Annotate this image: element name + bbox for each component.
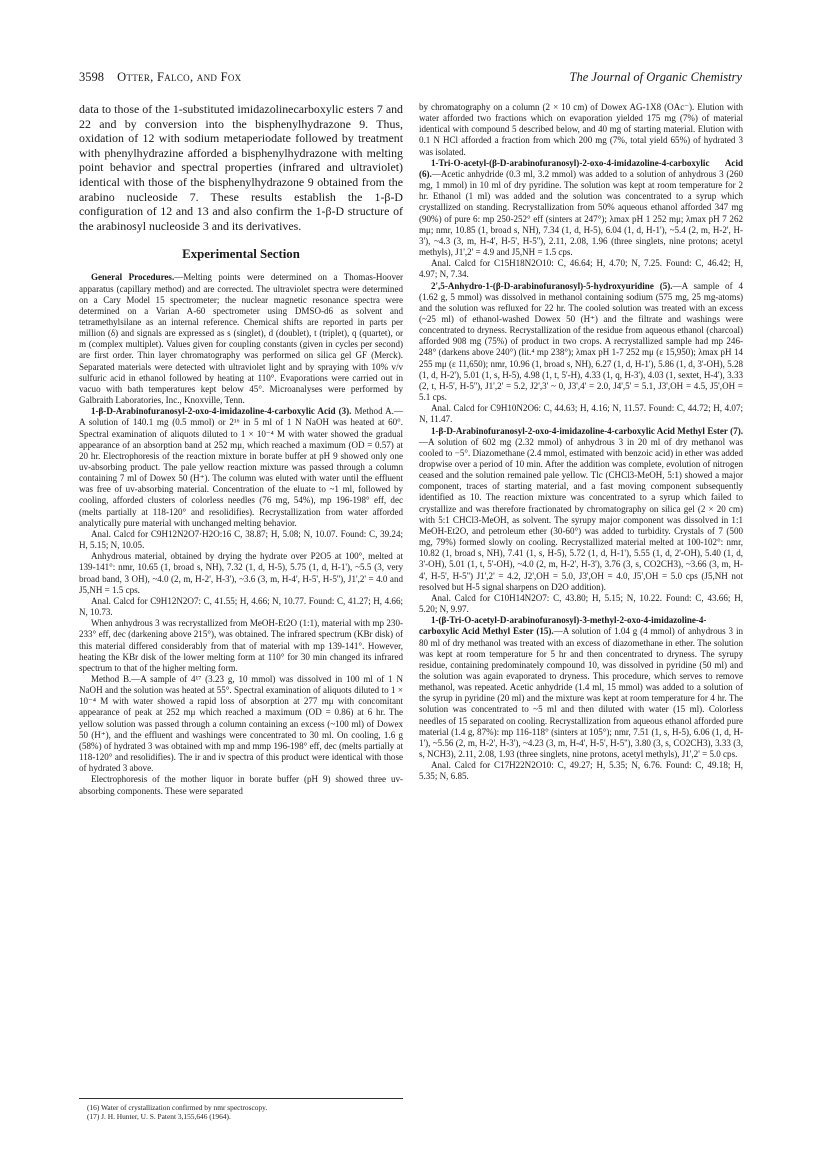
analysis-6: Anal. Calcd for C17H22N2O10: C, 49.27; H, 5.35; N, 6.76. Found: C, 49.18; H, 5.35; N, 6.85. [419,760,743,782]
analysis-3: Anal. Calcd for C15H18N2O10: C, 46.64; H, 4.70; N, 7.25. Found: C, 46.42; H, 4.97; N, 7.34. [419,258,743,280]
journal-name: The Journal of Organic Chemistry [569,70,742,84]
triacetyl-acid-procedure: 1-Tri-O-acetyl-(β-D-arabinofuranosyl)-2-oxo-4-imidazoline-4-carboxylic Acid (6).—Acetic anhydride (0.3 ml, 3.2 mmol) was added to a solution of anhydrous 3 (260 mg, 1 mmol) in 10 ml of dry pyridine. The solution was kept at room temperature for 2 hr. Ethanol (1 ml) was added and the solution was concentrated to a syrup which crystallized on standing. Recrystallization from 50% aqueous ethanol afforded 347 mg (90%) of pure 6: mp 250-252° eff (sinters at 247°); λmax pH 1 252 mμ; λmax pH 7 262 mμ; nmr, 10.85 (1, broad s, NH), 7.34 (1, d, H-5), 6.04 (1, d, H-1'), ~5.4 (2, m, H-2', H-3'), ~4.3 (3, m, H-4', H-5', H-5''), 2.11, 2.08, 1.96 (three singlets, nine protons; acetyl methyls), J1',2' = 4.9 and J5,NH = 1.5 cps. [419,157,743,258]
page-header [79,70,742,88]
recrystallization-paragraph: When anhydrous 3 was recrystallized from MeOH-Et2O (1:1), material with mp 230-233° eff, dec (darkening above 215°), was obtained. The infrared spectrum (KBr disk) of this material differed considerably from that of material with mp 139-141°. However, heating the KBr disk of the lower melting form at 110° for 30 min changed its infrared spectrum to that of the higher melting form. [79,618,403,673]
analysis-2: Anal. Calcd for C9H12N2O7: C, 41.55; H, 4.66; N, 10.77. Found: C, 41.27; H, 4.66; N, 10.73. [79,595,403,618]
anhydrous-paragraph: Anhydrous material, obtained by drying the hydrate over P2O5 at 100°, melted at 139-141°: nmr, 10.65 (1, broad s, NH), 7.32 (1, d, H-5), 5.75 (1, d, H-1'), ~5.5 (3, very broad band, 3 OH), ~4.0 (2, m, H-2', H-3'), ~3.6 (3, m, H-4', H-5', H-5''), J1',2' = 4.0 and J5,NH = 1.5 cps. [79,551,403,595]
footnote-17: (17) J. H. Hunter, U. S. Patent 3,155,646 (1964). [87,1112,231,1122]
method-b-paragraph: Method B.—A sample of 4¹⁷ (3.23 g, 10 mmol) was dissolved in 100 ml of 1 N NaOH and the solution was heated at 55°. Spectral examination of aliquots diluted to 1 × 10⁻⁴ M with water showed a rapid loss of absorption at 277 mμ with concomitant appearance of peak at 252 mμ which reached a maximum (OD = 0.86) at 6 hr. The yellow solution was passed through a column containing an excess (~100 ml) of Dowex 50 (H⁺), and the effluent and washings were concentrated to 30 ml. On cooling, 1.6 g (58%) of hydrated 3 was obtained with mp and mmp 196-198° eff, dec (melts partially at 118-120° and resolidifies). The ir and iv spectra of this product were identical with those of hydrated 3 above. [79,673,403,774]
electrophoresis-paragraph: Electrophoresis of the mother liquor in borate buffer (pH 9) showed three uv-absorbing components. These were separated [79,774,403,796]
general-procedures: General Procedures.—Melting points were determined on a Thomas-Hoover apparatus (capillary method) and are corrected. The ultraviolet spectra were determined on a Cary Model 15 spectrometer; the nuclear magnetic resonance spectra were determined on a Varian A-60 spectrometer using DMSO-d6 as solvent and tetramethylsilane as an internal reference. Chemical shifts are reported in parts per million (δ) and signals are expressed as s (singlet), d (doublet), t (triplet), q (quartet), or m (complex multiplet). Values given for coupling constants (given in cycles per second) are first order. Thin layer chromatography was performed on silica gel GF (Merck). Separated materials were detected with ultraviolet light and by spraying with 10% v/v sulfuric acid in ethanol followed by heating at 110°. Evaporations were carried out in vacuo with bath temperatures kept below 45°. Microanalyses were performed by Galbraith Laboratories, Inc., Knoxville, Tenn. [79,272,403,406]
experimental-text-right [419,102,743,783]
left-column [79,102,403,797]
methyl-ester-procedure: 1-β-D-Arabinofuranosyl-2-oxo-4-imidazoline-4-carboxylic Acid Methyl Ester (7).—A solution of 602 mg (2.32 mmol) of anhydrous 3 in 20 ml of dry methanol was cooled to −5°. Diazomethane (2.4 mmol, estimated with benzoic acid) in ether was added dropwise over a period of 10 min. After the addition was complete, evolution of nitrogen ceased and the solution remained pale yellow. Tlc (CHCl3-MeOH, 5:1) showed a major component, traces of starting material, and a fast moving component subsequently identified as 10. The reaction mixture was concentrated to a syrup which failed to crystallize and was therefore fractionated by chromatography on silica gel (2 × 20 cm) with 5:1 CHCl3-MeOH, as solvent. The syrupy major component was dissolved in 1:1 MeOH-Et2O, and petroleum ether (30-60°) was added to turbidity. Crystals of 7 (500 mg, 79%) formed slowly on cooling. Recrystallized material melted at 100-102°: nmr, 10.82 (1, broad s, NH), 7.41 (1, s, H-5), 5.72 (1, d, H-1'), 5.55 (1, d, 2'-OH), 5.40 (1, d, 3'-OH), 5.01 (1, t, 5'-OH), ~4.0 (2, m, H-2', H-3'), 3.76 (3, s, CO2CH3), ~3.66 (3, m, H-4', H-5', H-5'') J1',2' = 4.2, J2',OH = 5.0, J3',OH = 4.0, J5',OH = 5.0 cps (J5,NH not resolved but H-5 signal sharpens on D2O addition). [419,425,743,592]
right-column [419,102,743,783]
footnote-16: (16) Water of crystallization confirmed by nmr spectroscopy. [87,1103,268,1112]
running-authors: Otter, Falco, and Fox [117,70,242,84]
acid-3-procedure: 1-β-D-Arabinofuranosyl-2-oxo-4-imidazoline-4-carboxylic Acid (3). Method A.—A solution of 140.1 mg (0.5 mmol) or 2¹⁶ in 5 ml of 1 N NaOH was heated at 60°. Spectral examination of aliquots diluted to 1 × 10⁻⁴ M with water showed the gradual appearance of an absorption band at 252 mμ, which reached a maximum (OD = 0.57) at 20 hr. Electrophoresis of the reaction mixture in borate buffer at pH 9 showed only one uv-absorbing product. The pale yellow reaction mixture was passed through a column containing 7 ml of Dowex 50 (H⁺). The column was eluted with water until the effluent was free of uv-absorbing material. Concentration of the eluate to ~1 ml, followed by cooling, afforded clusters of colorless needles (76 mg, 54%), mp 196-198° eff, dec (melts partially at 118-120° and resolidifies). Recrystallization from water afforded analytically pure material with unchanged melting behavior. [79,406,403,528]
analysis-5: Anal. Calcd for C10H14N2O7: C, 43.80; H, 5.15; N, 10.22. Found: C, 43.66; H, 5.20; N, 9.97. [419,592,743,615]
footnotes [79,1098,403,1122]
analysis-4: Anal. Calcd for C9H10N2O6: C, 44.63; H, 4.16; N, 11.57. Found: C, 44.72; H, 4.07; N, 11.47. [419,403,743,425]
analysis-1: Anal. Calcd for C9H12N2O7·H2O:16 C, 38.87; H, 5.08; N, 10.07. Found: C, 39.24; H, 5.15; N, 10.05. [79,528,403,551]
chromatography-paragraph: by chromatography on a column (2 × 10 cm) of Dowex AG-1X8 (OAc⁻). Elution with water afforded two fractions which on evaporation yielded 175 mg (7%) of material identical with compound 5 described below, and 40 mg of starting material. Elution with 0.1 N HCl afforded a fraction from which 200 mg (7%, total yield 65%) of hydrated 3 was isolated. [419,102,743,157]
anhydro-procedure: 2',5-Anhydro-1-(β-D-arabinofuranosyl)-5-hydroxyuridine (5).—A sample of 4 (1.62 g, 5 mmol) was dissolved in methanol containing sodium (575 mg, 25 mg-atoms) and the solution was refluxed for 22 hr. The cooled solution was treated with an excess (~25 ml) of ethanol-washed Dowex 50 (H⁺) and the filtrate and washings were concentrated to dryness. Recrystallization of the residue from aqueous ethanol (charcoal) afforded 908 mg (75%) of product in two crops. A recrystallized sample had mp 246-248° (darkens above 240°) (lit.⁴ mp 238°); λmax pH 1-7 252 mμ (ε 15,950); λmax pH 14 255 mμ (ε 11,650); nmr, 10.96 (1, broad s, NH), 6.27 (1, d, H-1'), 5.86 (1, d, 3'-OH), 5.28 (1, d, H-2'), 5.01 (1, s, H-5), 4.98 (1, t, 5'-H), 4.33 (1, q, H-3'), 4.03 (1, sextet, H-4'), 3.33 (2, t, H-5', H-5''), J1',2' = 5.2, J2',3' ~ 0, J3',4' = 2.0, J4',5' = 5.1, J3',OH = 4.5, J5',OH = 5.1 cps. [419,280,743,403]
experimental-text-left [79,272,403,796]
intro-paragraph: data to those of the 1-substituted imidazolinecarboxylic esters 7 and 22 and by conversion into the bisphenylhydrazone 9. Thus, oxidation of 12 with sodium metaperiodate followed by treatment with phenylhydrazine afforded a bisphenylhydrazone with melting point behavior and spectral properties (infrared and ultraviolet) identical with those of the bisphenylhydrazone 9 obtained from the arabino nucleoside 7. These results establish the 1-β-D configuration of 12 and 13 and also confirm the 1-β-D structure of the arabinosyl nucleoside 3 and its derivatives. [79,102,403,233]
methyl-acetyl-procedure: 1-(β-Tri-O-acetyl-D-arabinofuranosyl)-3-methyl-2-oxo-4-imidazoline-4-carboxylic Acid Methyl Ester (15).—A solution of 1.04 g (4 mmol) of anhydrous 3 in 80 ml of dry methanol was treated with an excess of diazomethane in ether. The solution was kept at room temperature for 5 hr and then concentrated to dryness. The syrupy residue, containing predominately compound 10, was dissolved in pyridine (50 ml) and the solution was again evaporated to dryness. This procedure, which serves to remove methanol, was repeated. Acetic anhydride (1.4 ml, 15 mmol) was added to a solution of the syrup in pyridine (20 ml) and the mixture was kept at room temperature for 4 hr. The solution was concentrated to ~5 ml and then diluted with water (15 ml). Colorless needles of 15 separated on cooling. Recrystallization from aqueous ethanol afforded pure material (1.4 g, 87%): mp 116-118° (sinters at 105°); nmr, 7.51 (1, s, H-5), 6.06 (1, d, H-1'), ~5.56 (2, m, H-2', H-3'), ~4.23 (3, m, H-4', H-5', H-5''), 3.80 (3, s, CO2CH3), 3.33 (3, s, NCH3), 2.11, 2.08, 1.93 (three singlets, nine protons, acetyl methyls), J1',2' = 5.0 cps. [419,615,743,760]
section-title: Experimental Section [182,247,300,262]
page-number: 3598 [79,70,104,84]
